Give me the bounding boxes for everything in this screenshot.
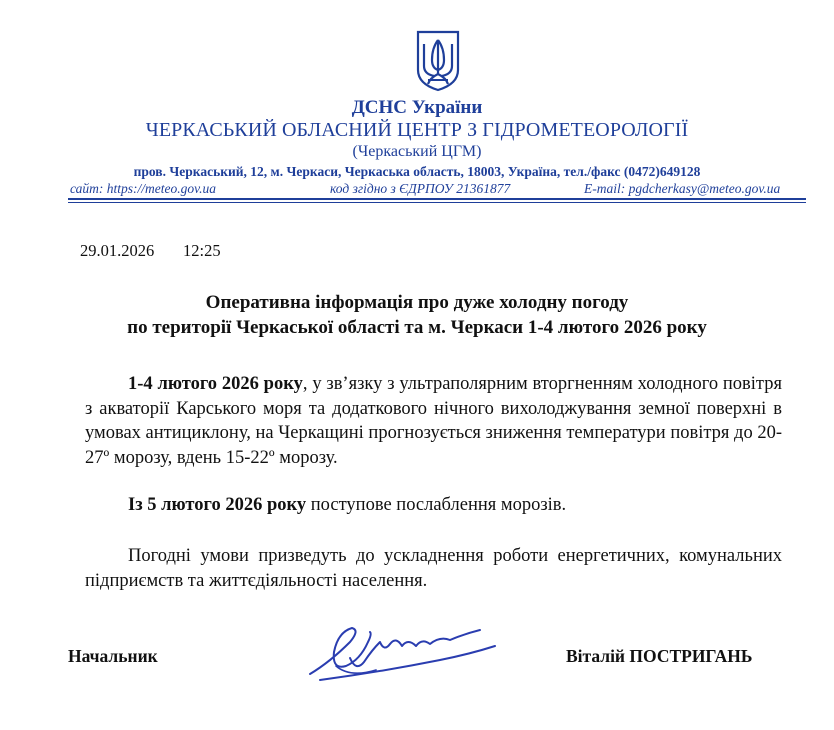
paragraph-impact: Погодні умови призведуть до ускладнення роботи енергетичних, комунальних підприємств та життєдіяльності населення. [85,546,782,591]
header-divider [68,198,806,200]
email-link[interactable]: E-mail: pgdcherkasy@meteo.gov.ua [584,181,781,196]
forecast-period: 1-4 лютого 2026 року [128,374,303,394]
edrpou-code: код згідно з ЄДРПОУ 21361877 [330,181,511,196]
site-link[interactable]: сайт: https://meteo.gov.ua [70,181,216,196]
org-name-primary: ДСНС України [351,97,483,118]
document-date: 29.01.2026 [80,241,155,260]
header-divider-thin [68,202,806,203]
signatory-title: Начальник [68,646,158,666]
paragraph-weakening [85,493,782,518]
trident-emblem-icon [414,30,462,92]
forecast-text: , у зв’язку з ультраполярним вторгненням холодного повітря з акваторії Карського моря та додаткового нічного вихолоджування земної поверхні в умовах антициклону, на Черкащині прогнозується зниження температури повітря до 20-27º морозу, вдень 15-22º морозу. [85,374,782,468]
org-name-short: (Черкаський ЦГМ) [352,143,482,160]
document-time: 12:25 [183,241,221,260]
document-title-line2: по території Черкаської області та м. Черкаси 1-4 лютого 2026 року [127,317,707,338]
weakening-text: поступове послаблення морозів. [306,495,567,515]
handwritten-signature [290,612,510,692]
weakening-date: Із 5 лютого 2026 року [128,495,307,515]
org-address: пров. Черкаський, 12, м. Черкаси, Черкаська область, 18003, Україна, тел./факс (0472)649128 [133,164,701,179]
org-name-full: ЧЕРКАСЬКИЙ ОБЛАСНИЙ ЦЕНТР З ГІДРОМЕТЕОРОЛОГІЇ [145,119,689,141]
paragraph-forecast [85,372,782,470]
signatory-name: Віталій ПОСТРИГАНЬ [566,646,753,666]
document-title-line1: Оперативна інформація про дуже холодну погоду [205,292,629,313]
